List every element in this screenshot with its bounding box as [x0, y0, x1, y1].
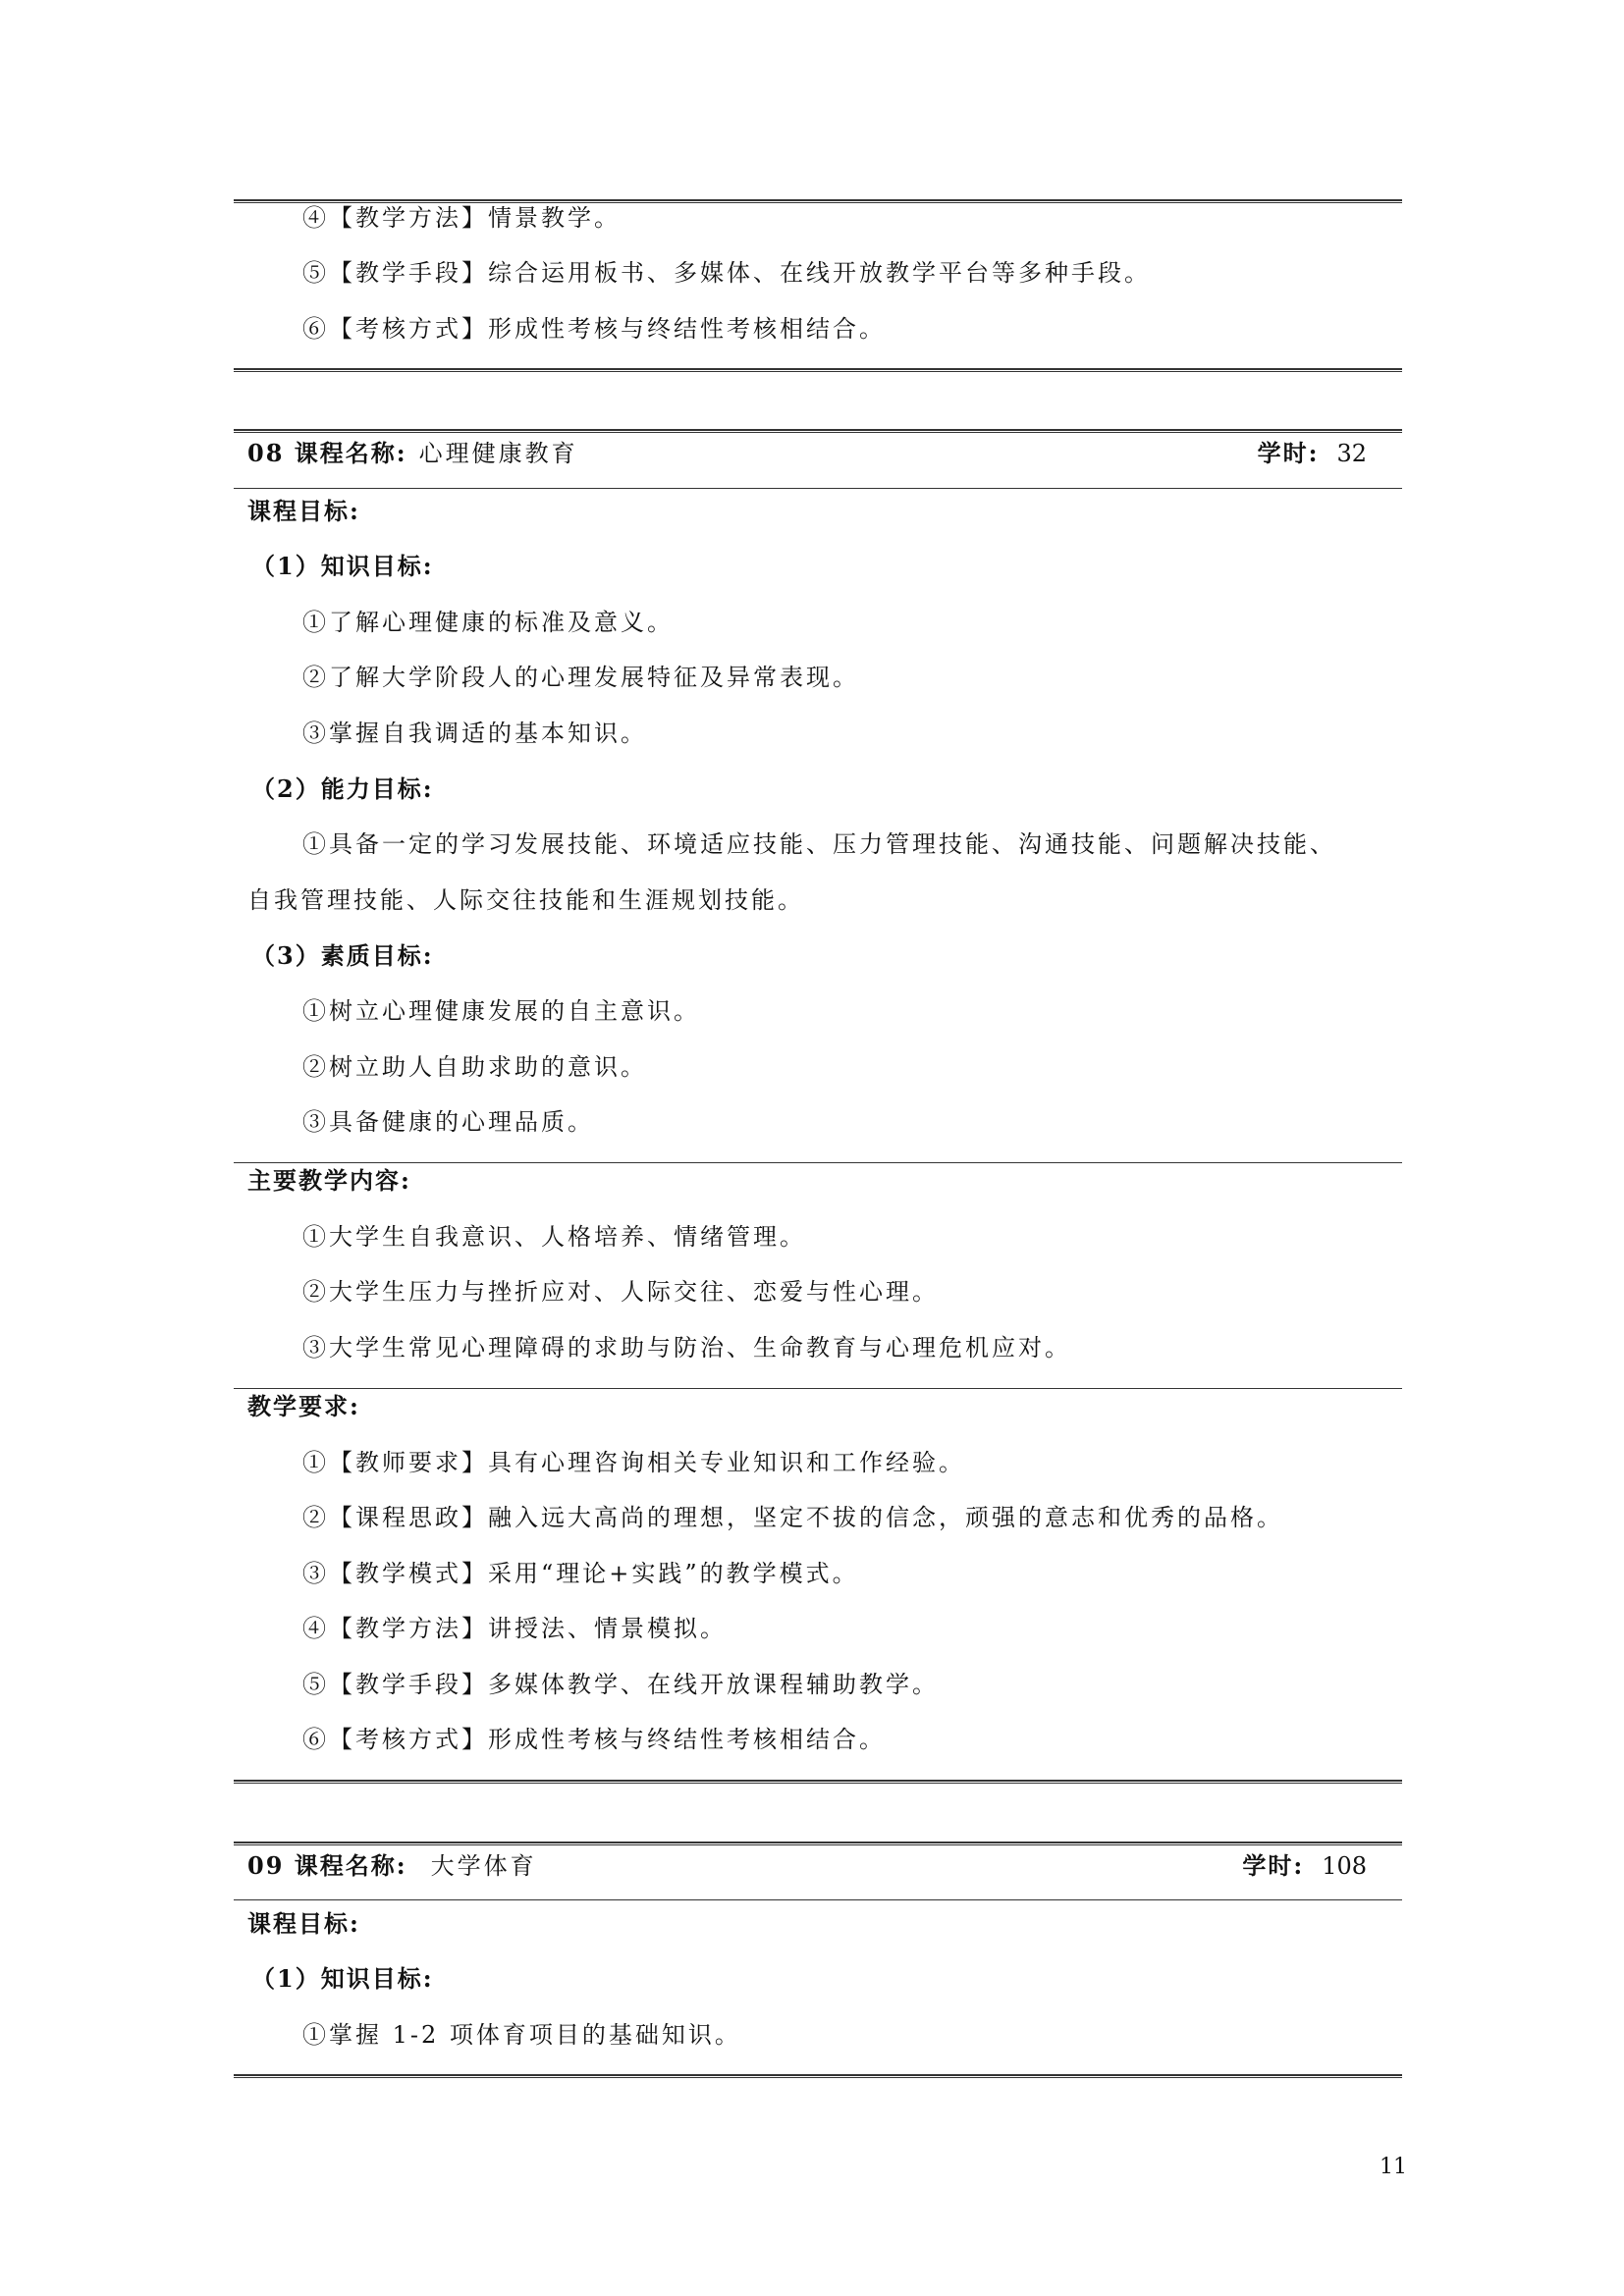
course08-knowledge-item: ③掌握自我调适的基本知识。: [302, 720, 647, 747]
course08-ability-line: ①具备一定的学习发展技能、环境适应技能、压力管理技能、沟通技能、问题解决技能、: [302, 830, 1336, 858]
course09-rule-top: [234, 1842, 1402, 1845]
course08-hours: [1258, 438, 1367, 469]
course09-goals-heading: 课程目标:: [247, 1909, 360, 1938]
table-rule-bottom: [234, 368, 1402, 372]
course08-title-divider: [234, 488, 1402, 489]
course08-goals-heading: 课程目标:: [247, 497, 360, 525]
course09-name: 大学体育: [430, 1852, 537, 1880]
course08-req-divider: [234, 1388, 1402, 1389]
course08-content-heading: 主要教学内容:: [247, 1166, 411, 1195]
course08-req-item: ⑥【考核方式】形成性考核与终结性考核相结合。: [302, 1726, 886, 1753]
course08-req-item: ③【教学模式】采用“理论+实践”的教学模式。: [302, 1560, 859, 1587]
course08-knowledge-heading: （1）知识目标:: [251, 552, 434, 580]
course08-req-item: ②【课程思政】融入远大高尚的理想，坚定不拔的信念，顽强的意志和优秀的品格。: [302, 1504, 1283, 1531]
course08-req-item: ⑤【教学手段】多媒体教学、在线开放课程辅助教学。: [302, 1671, 939, 1698]
top-means-line: ⑤【教学手段】综合运用板书、多媒体、在线开放教学平台等多种手段。: [302, 259, 1151, 287]
course08-content-item: ①大学生自我意识、人格培养、情绪管理。: [302, 1223, 806, 1251]
course09-rule-bottom: [234, 2074, 1402, 2078]
course08-title-row: [247, 438, 1367, 469]
course08-hours-label: 学时:: [1257, 439, 1320, 467]
course08-req-heading: 教学要求:: [247, 1392, 360, 1420]
course08-content-item: ③大学生常见心理障碍的求助与防治、生命教育与心理危机应对。: [302, 1334, 1071, 1362]
course08-knowledge-item: ②了解大学阶段人的心理发展特征及异常表现。: [302, 664, 859, 691]
course09-hours-value: 108: [1322, 1852, 1367, 1880]
course08-content-item: ②大学生压力与挫折应对、人际交往、恋爱与性心理。: [302, 1278, 939, 1306]
course08-name: 心理健康教育: [418, 440, 578, 467]
course08-quality-item: ③具备健康的心理品质。: [302, 1108, 594, 1136]
top-method-line: ④【教学方法】情景教学。: [302, 204, 621, 232]
course09-hours-label: 学时:: [1242, 1851, 1305, 1880]
course08-req-item: ④【教学方法】讲授法、情景模拟。: [302, 1615, 727, 1642]
course09-knowledge-item: ①掌握 1-2 项体育项目的基础知识。: [302, 2021, 741, 2049]
course08-rule-top: [234, 429, 1402, 433]
course09-num-label: 09 课程名称:: [247, 1851, 407, 1880]
course08-ability-heading: （2）能力目标:: [251, 774, 434, 803]
course08-knowledge-item: ①了解心理健康的标准及意义。: [302, 609, 674, 636]
course08-content-divider: [234, 1162, 1402, 1163]
course09-hours: [1242, 1850, 1367, 1882]
course09-title-divider: [234, 1899, 1402, 1900]
course08-rule-bottom: [234, 1780, 1402, 1784]
top-assessment-line: ⑥【考核方式】形成性考核与终结性考核相结合。: [302, 315, 886, 343]
page-number: 11: [1380, 2155, 1407, 2179]
course08-num-label: 08 课程名称:: [247, 439, 407, 467]
course09-title-row: [247, 1850, 1367, 1882]
course08-quality-item: ②树立助人自助求助的意识。: [302, 1053, 647, 1081]
course08-quality-heading: （3）素质目标:: [251, 941, 434, 970]
course08-ability-line: 自我管理技能、人际交往技能和生涯规划技能。: [247, 886, 804, 914]
course08-quality-item: ①树立心理健康发展的自主意识。: [302, 997, 700, 1025]
course09-knowledge-heading: （1）知识目标:: [251, 1964, 434, 1993]
course08-hours-value: 32: [1336, 440, 1367, 467]
course08-req-item: ①【教师要求】具有心理咨询相关专业知识和工作经验。: [302, 1449, 965, 1476]
